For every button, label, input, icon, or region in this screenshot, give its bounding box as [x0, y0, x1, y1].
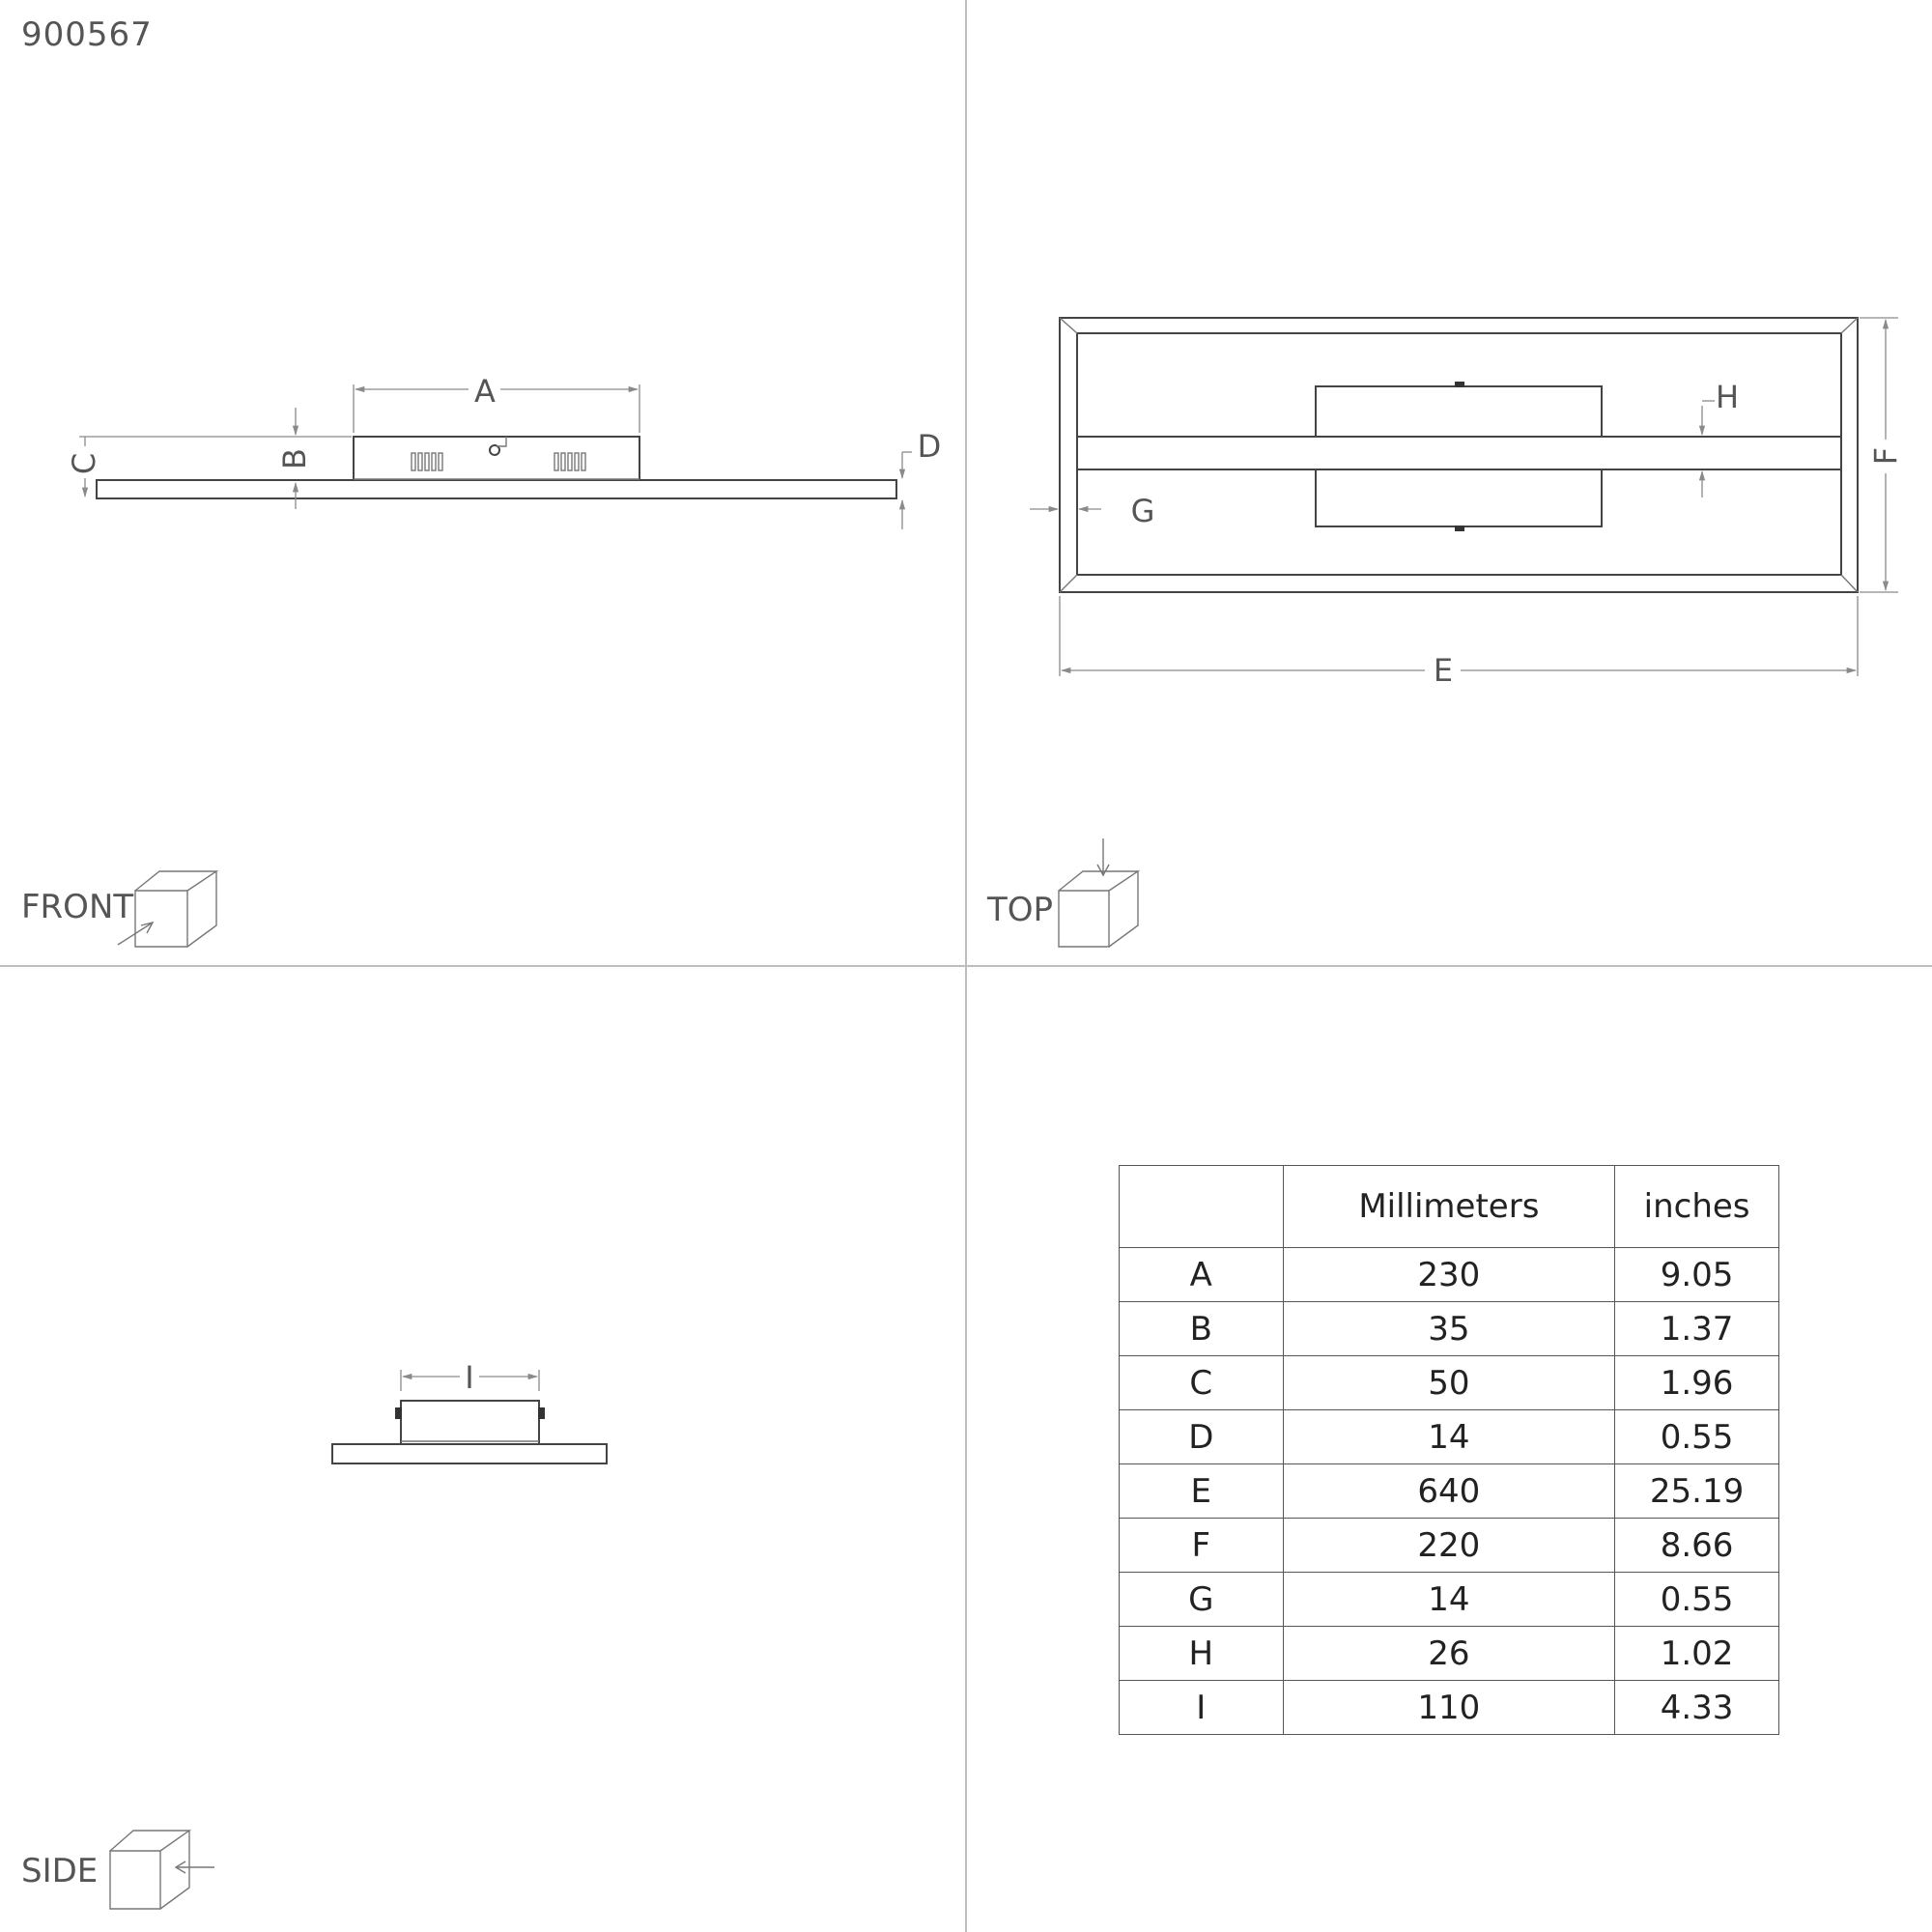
dim-label-i: I: [465, 1359, 474, 1396]
header-millimeters: Millimeters: [1283, 1166, 1615, 1248]
dim-label-d: D: [917, 428, 942, 465]
side-driver-box: [401, 1401, 539, 1444]
front-driver-box: [354, 437, 639, 480]
front-panel: [97, 480, 896, 498]
front-view-label: FRONT: [21, 888, 134, 926]
top-cube-icon: [1059, 838, 1138, 947]
side-view-label: SIDE: [21, 1852, 99, 1890]
top-view-label: TOP: [987, 891, 1054, 929]
table-row: E 640 25.19: [1120, 1464, 1779, 1519]
side-cube-icon: [110, 1831, 214, 1909]
product-code: 900567: [21, 15, 153, 54]
table-row: C 50 1.96: [1120, 1356, 1779, 1410]
header-empty: [1120, 1166, 1284, 1248]
dim-label-h: H: [1715, 379, 1740, 415]
table-row: I 110 4.33: [1120, 1681, 1779, 1735]
front-vent-left: [412, 453, 442, 470]
table-header-row: [1120, 1166, 1779, 1248]
front-vent-right: [554, 453, 585, 470]
table-row: D 14 0.55: [1120, 1410, 1779, 1464]
dim-label-a: A: [474, 373, 496, 410]
side-panel: [332, 1444, 607, 1463]
table-row: H 26 1.02: [1120, 1627, 1779, 1681]
table-row: G 14 0.55: [1120, 1573, 1779, 1627]
header-inches: inches: [1615, 1166, 1779, 1248]
dim-label-b: B: [276, 448, 313, 469]
top-crossbar: [1077, 437, 1841, 469]
dim-label-g: G: [1130, 493, 1155, 529]
dimensions-table: [1119, 1165, 1779, 1735]
side-view: [21, 1359, 607, 1909]
dim-label-f: F: [1867, 446, 1904, 466]
front-view: [21, 373, 941, 947]
dim-label-c: C: [66, 452, 102, 475]
table-row: B 35 1.37: [1120, 1302, 1779, 1356]
dim-label-e: E: [1433, 652, 1454, 689]
top-view: [986, 318, 1904, 947]
table-row: F 220 8.66: [1120, 1519, 1779, 1573]
table-row: A 230 9.05: [1120, 1248, 1779, 1302]
